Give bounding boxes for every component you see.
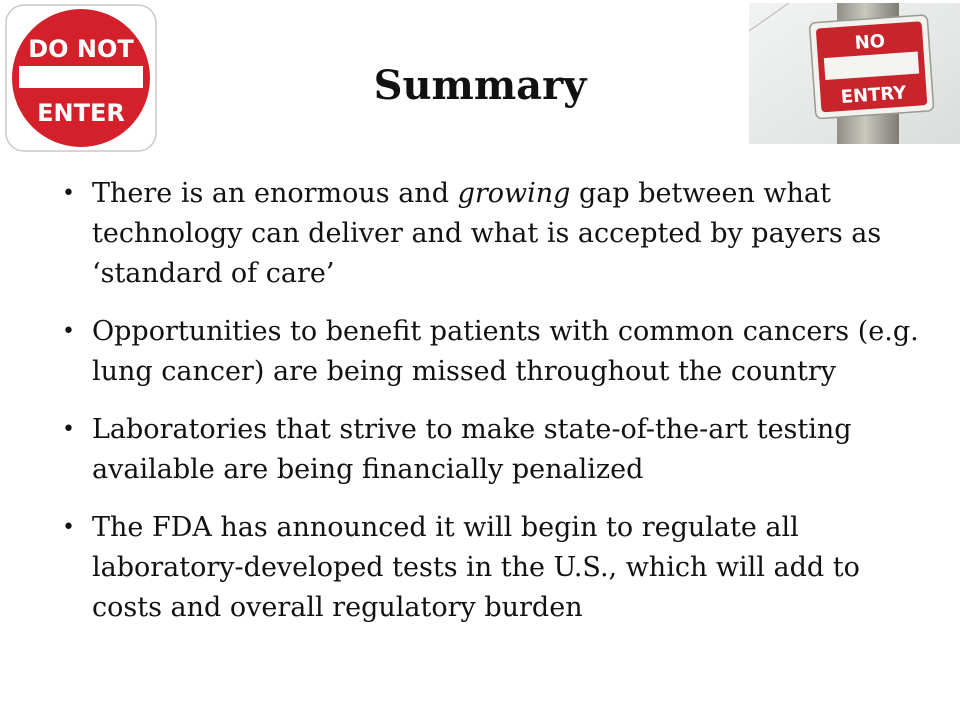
bullet-list (58, 174, 938, 646)
left-sign-line1: DO NOT (28, 35, 134, 63)
emphasis-text: growing (457, 178, 571, 209)
bullet-text: Laboratories that strive to make state-of-the-art testing available are being financially penalized (92, 414, 852, 485)
right-sign-line1: NO (853, 30, 886, 54)
bullet-item (58, 508, 938, 628)
bullet-text: Opportunities to benefit patients with common cancers (e.g. lung cancer) are being missed throughout the country (92, 316, 919, 387)
bullet-text: There is an enormous and (92, 178, 458, 209)
bullet-text: The FDA has announced it will begin to regulate all laboratory-developed tests in the U.S., which will add to costs and overall regulatory burden (92, 512, 860, 623)
bullet-dot: • (62, 417, 75, 442)
right-sign-line2: ENTRY (840, 82, 907, 108)
bullet-item (58, 174, 938, 294)
bullet-item (58, 410, 938, 490)
bullet-dot: • (62, 515, 75, 540)
bullet-dot: • (62, 181, 75, 206)
bullet-item (58, 312, 938, 392)
slide-title: Summary (373, 62, 587, 109)
left-sign-line2: ENTER (37, 99, 125, 127)
bullet-text: gap between what technology can deliver and what is accepted by payers as ‘standard of care’ (92, 178, 882, 289)
bullet-dot: • (62, 319, 75, 344)
